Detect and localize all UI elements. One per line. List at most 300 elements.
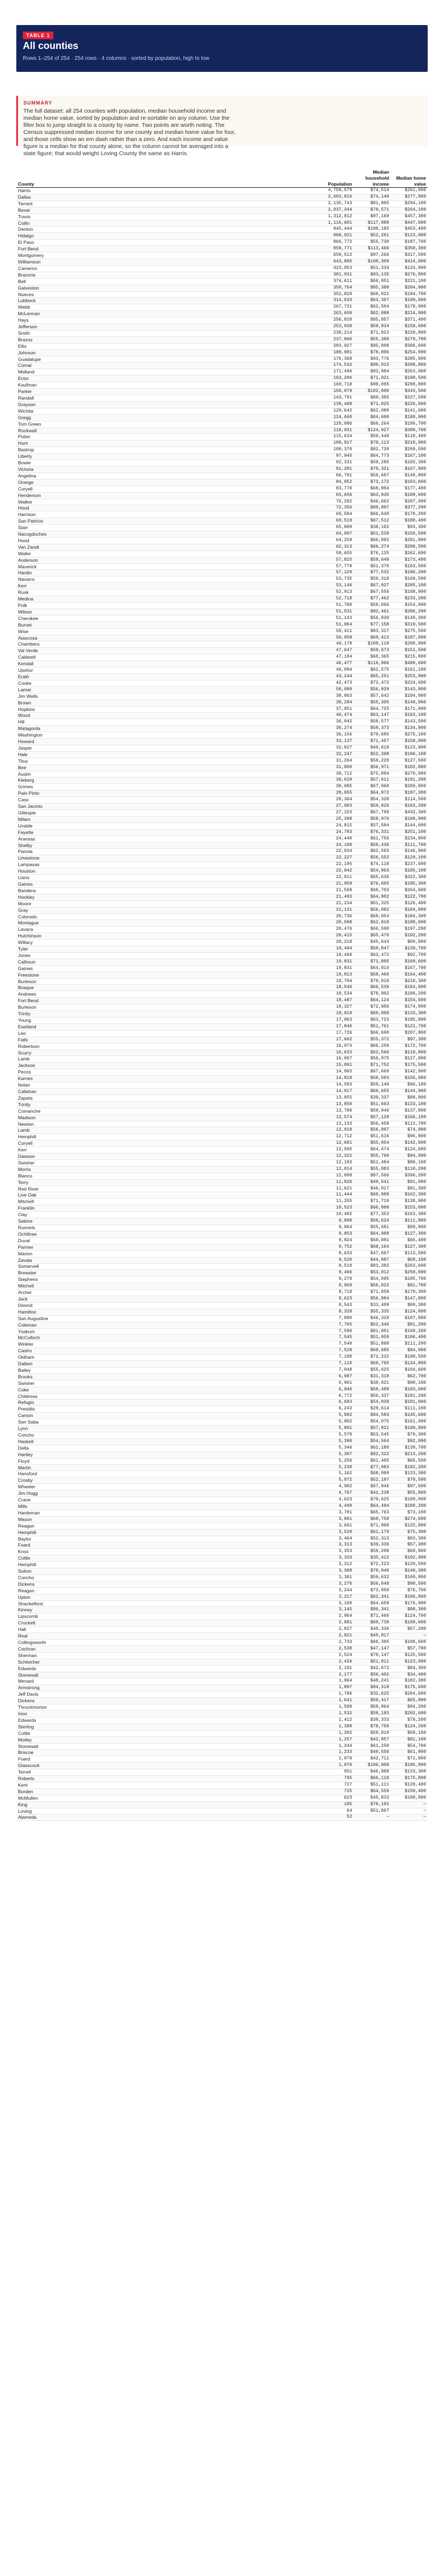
- cell-median-income: $64,972: [354, 790, 391, 797]
- cell-median-home-value: $207,800: [391, 1030, 428, 1036]
- cell-median-income: $59,934: [354, 324, 391, 330]
- cell-median-home-value: $170,300: [391, 1290, 428, 1296]
- cell-median-income: $66,539: [354, 985, 391, 991]
- table-row: [16, 1776, 428, 1782]
- cell-median-income: $46,989: [354, 1769, 391, 1776]
- table-row: [16, 233, 428, 240]
- cell-median-home-value: $227,500: [391, 395, 428, 402]
- cell-population: 350,764: [292, 285, 354, 291]
- cell-population: 256,029: [292, 317, 354, 324]
- cell-county: Hidalgo: [16, 233, 292, 240]
- column-header-county[interactable]: County: [16, 169, 292, 188]
- cell-median-home-value: $264,600: [391, 887, 428, 894]
- cell-county: Ochiltree: [16, 1231, 292, 1237]
- table-row: [16, 842, 428, 849]
- table-subtitle: Rows 1–254 of 254 · 254 rows · 4 columns · sorted by population, high to low: [23, 56, 209, 62]
- cell-population: 17,963: [292, 1017, 354, 1024]
- cell-median-income: $66,051: [354, 278, 391, 285]
- cell-population: 51,531: [292, 609, 354, 615]
- cell-median-income: $62,593: [354, 849, 391, 855]
- cell-population: 9,633: [292, 1250, 354, 1257]
- cell-population: 1,641: [292, 1698, 354, 1704]
- cell-median-income: $58,648: [354, 557, 391, 563]
- table-row: [16, 1017, 428, 1024]
- cell-median-home-value: $396,200: [391, 1173, 428, 1179]
- cell-county: Austin: [16, 771, 292, 777]
- cell-median-income: $50,417: [354, 1698, 391, 1704]
- cell-median-income: $86,341: [354, 1607, 391, 1614]
- table-row: [16, 1335, 428, 1341]
- cell-population: 8,543: [292, 1302, 354, 1309]
- cell-median-income: $67,799: [354, 810, 391, 817]
- cell-county: Newton: [16, 1121, 292, 1127]
- table-row: [16, 1769, 428, 1776]
- cell-median-home-value: $180,400: [391, 518, 428, 525]
- cell-median-home-value: $187,300: [391, 790, 428, 797]
- cell-median-home-value: $200,800: [391, 784, 428, 790]
- cell-county: Morris: [16, 1166, 292, 1173]
- column-header-median-home-value[interactable]: Median home value: [391, 169, 428, 188]
- table-row: [16, 1432, 428, 1439]
- cell-population: 160,718: [292, 382, 354, 389]
- cell-population: 38,294: [292, 700, 354, 706]
- table-row: [16, 940, 428, 946]
- cell-county: Burnet: [16, 622, 292, 628]
- cell-county: Limestone: [16, 855, 292, 862]
- cell-median-home-value: $173,400: [391, 557, 428, 563]
- table-row: [16, 894, 428, 900]
- cell-median-home-value: $76,700: [391, 1587, 428, 1594]
- cell-median-income: $33,409: [354, 1302, 391, 1309]
- cell-population: 21,131: [292, 907, 354, 913]
- cell-median-home-value: $101,000: [391, 1400, 428, 1406]
- cell-county: Howard: [16, 739, 292, 745]
- cell-population: 2,964: [292, 1614, 354, 1620]
- table-row: [16, 603, 428, 609]
- cell-median-income: $56,971: [354, 764, 391, 771]
- cell-median-home-value: $148,800: [391, 473, 428, 479]
- cell-population: 5,256: [292, 1458, 354, 1464]
- cell-median-income: $65,763: [354, 1510, 391, 1516]
- cell-population: 3,353: [292, 1549, 354, 1555]
- cell-median-income: $42,238: [354, 1491, 391, 1497]
- cell-median-income: $32,625: [354, 1691, 391, 1698]
- table-row: [16, 1043, 428, 1050]
- cell-median-home-value: $447,600: [391, 220, 428, 226]
- cell-median-home-value: $250,000: [391, 1270, 428, 1277]
- cell-county: Bexar: [16, 207, 292, 213]
- cell-median-income: $55,388: [354, 336, 391, 343]
- cell-county: Schleicher: [16, 1659, 292, 1665]
- cell-county: Marion: [16, 1250, 292, 1257]
- cell-population: 62,313: [292, 544, 354, 550]
- table-row: [16, 363, 428, 369]
- cell-median-home-value: $69,800: [391, 1549, 428, 1555]
- cell-median-home-value: —: [391, 1814, 428, 1821]
- cell-median-home-value: $110,200: [391, 1166, 428, 1173]
- cell-county: Parmer: [16, 1244, 292, 1250]
- cell-population: 12,919: [292, 1127, 354, 1134]
- cell-population: 2,821: [292, 1633, 354, 1640]
- cell-median-income: $72,472: [354, 680, 391, 686]
- cell-population: 3,276: [292, 1581, 354, 1587]
- cell-population: 7,048: [292, 1367, 354, 1373]
- cell-median-home-value: $264,100: [391, 207, 428, 213]
- cell-population: 22,195: [292, 862, 354, 868]
- cell-county: Erath: [16, 673, 292, 680]
- cell-median-income: $64,659: [354, 1600, 391, 1607]
- cell-median-home-value: $284,900: [391, 285, 428, 291]
- cell-median-home-value: —: [391, 1801, 428, 1808]
- cell-median-income: $60,889: [354, 1192, 391, 1199]
- cell-population: 33,137: [292, 739, 354, 745]
- table-row: [16, 946, 428, 953]
- cell-population: 1,412: [292, 1717, 354, 1724]
- table-row: [16, 1542, 428, 1549]
- cell-median-income: $62,180: [354, 1445, 391, 1451]
- table-row: [16, 1199, 428, 1205]
- cell-median-home-value: $143,800: [391, 686, 428, 693]
- cell-population: 5,390: [292, 1438, 354, 1445]
- cell-median-income: $58,193: [354, 1710, 391, 1717]
- cell-median-income: $42,672: [354, 1665, 391, 1672]
- cell-median-income: $116,966: [354, 661, 391, 667]
- cell-median-home-value: $200,200: [391, 1503, 428, 1510]
- cell-county: Menard: [16, 1678, 292, 1685]
- table-row: [16, 1036, 428, 1043]
- cell-median-income: $58,864: [354, 1704, 391, 1711]
- table-row: [16, 213, 428, 220]
- cell-population: 1,786: [292, 1691, 354, 1698]
- cell-median-home-value: $137,800: [391, 1108, 428, 1114]
- cell-county: Tarrant: [16, 200, 292, 207]
- cell-population: 7,528: [292, 1348, 354, 1354]
- cell-population: 20,218: [292, 940, 354, 946]
- table-row: [16, 719, 428, 726]
- cell-population: 1,532: [292, 1710, 354, 1717]
- cell-population: 24,440: [292, 836, 354, 842]
- cell-median-income: $97,169: [354, 213, 391, 220]
- cell-county: Trinity: [16, 1011, 292, 1017]
- cell-median-income: $77,158: [354, 622, 391, 628]
- table-row: [16, 797, 428, 804]
- cell-population: 12,193: [292, 1160, 354, 1166]
- cell-population: 2,881: [292, 1620, 354, 1627]
- cell-county: Chambers: [16, 641, 292, 648]
- cell-population: 3,333: [292, 1555, 354, 1562]
- cell-county: Hood: [16, 537, 292, 544]
- cell-population: 38,863: [292, 693, 354, 700]
- cell-median-home-value: $144,600: [391, 823, 428, 829]
- cell-population: 37,051: [292, 706, 354, 713]
- cell-median-home-value: $144,900: [391, 1088, 428, 1095]
- cell-county: Dallam: [16, 1361, 292, 1367]
- cell-median-home-value: $80,100: [391, 1160, 428, 1166]
- cell-population: 11,621: [292, 1186, 354, 1192]
- cell-population: 4,902: [292, 1484, 354, 1491]
- cell-population: 2,827: [292, 1627, 354, 1633]
- table-row: [16, 1445, 428, 1451]
- cell-median-income: $64,014: [354, 965, 391, 972]
- cell-population: 6,243: [292, 1406, 354, 1413]
- table-row: [16, 1581, 428, 1587]
- cell-median-home-value: $81,100: [391, 1737, 428, 1743]
- cell-county: Kaufman: [16, 382, 292, 389]
- cell-median-income: $45,833: [354, 1795, 391, 1801]
- cell-county: El Paso: [16, 240, 292, 246]
- table-row: [16, 654, 428, 661]
- cell-median-income: $70,192: [354, 1801, 391, 1808]
- cell-median-income: $50,436: [354, 842, 391, 849]
- table-row: [16, 576, 428, 583]
- cell-median-home-value: $109,000: [391, 1497, 428, 1504]
- cell-population: 5,570: [292, 1432, 354, 1439]
- cell-median-income: $52,281: [354, 233, 391, 240]
- cell-median-home-value: $160,200: [391, 1328, 428, 1335]
- cell-county: Coleman: [16, 1322, 292, 1328]
- cell-median-income: $51,663: [354, 1101, 391, 1108]
- cell-median-income: $63,147: [354, 713, 391, 719]
- cell-median-home-value: $138,900: [391, 1199, 428, 1205]
- table-row: [16, 1393, 428, 1400]
- cell-median-income: $75,894: [354, 771, 391, 777]
- cell-population: 18,487: [292, 998, 354, 1004]
- cell-population: 9,520: [292, 1257, 354, 1264]
- cell-median-income: $93,135: [354, 272, 391, 278]
- cell-median-home-value: $186,200: [391, 991, 428, 998]
- cell-county: Edwards: [16, 1717, 292, 1724]
- cell-median-income: $108,118: [354, 641, 391, 648]
- cell-population: 13,855: [292, 1095, 354, 1101]
- cell-median-income: $63,307: [354, 298, 391, 304]
- cell-median-income: $61,405: [354, 1458, 391, 1464]
- cell-county: Fort Bend: [16, 998, 292, 1004]
- table-row: [16, 648, 428, 654]
- table-row: [16, 512, 428, 518]
- cell-county: Wichita: [16, 408, 292, 414]
- table-row: [16, 1348, 428, 1354]
- table-row: [16, 505, 428, 512]
- cell-median-home-value: $107,800: [391, 1315, 428, 1322]
- table-row: [16, 1147, 428, 1154]
- table-row: [16, 615, 428, 622]
- cell-median-income: $66,021: [354, 291, 391, 298]
- table-row: [16, 1004, 428, 1011]
- cell-county: Hemphill: [16, 1529, 292, 1536]
- cell-county: Mills: [16, 1503, 292, 1510]
- cell-median-home-value: $177,400: [391, 486, 428, 492]
- cell-county: Crockett: [16, 1620, 292, 1627]
- cell-population: 203,927: [292, 343, 354, 349]
- table-row: [16, 1678, 428, 1685]
- cell-median-home-value: $286,200: [391, 609, 428, 615]
- cell-median-home-value: $103,600: [391, 1387, 428, 1393]
- cell-county: Kendall: [16, 661, 292, 667]
- cell-county: Calhoun: [16, 959, 292, 965]
- cell-county: Caldwell: [16, 654, 292, 661]
- cell-median-home-value: $269,500: [391, 447, 428, 453]
- cell-county: Moore: [16, 900, 292, 907]
- cell-median-income: $58,373: [354, 726, 391, 732]
- cell-median-income: $65,251: [354, 673, 391, 680]
- table-row: [16, 265, 428, 272]
- cell-median-home-value: $343,500: [391, 389, 428, 395]
- cell-county: Williamson: [16, 259, 292, 265]
- table-row: [16, 246, 428, 253]
- cell-county: Hutchinson: [16, 933, 292, 940]
- cell-population: 13,850: [292, 1101, 354, 1108]
- cell-county: Fort Bend: [16, 246, 292, 253]
- cell-median-home-value: $209,500: [391, 544, 428, 550]
- table-header-banner: [16, 25, 428, 72]
- cell-median-home-value: $125,500: [391, 1652, 428, 1659]
- cell-population: 64,259: [292, 537, 354, 544]
- cell-county: Colorado: [16, 913, 292, 920]
- table-row: [16, 343, 428, 349]
- table-row: [16, 1380, 428, 1387]
- cell-population: 643,885: [292, 259, 354, 265]
- cell-county: Bosque: [16, 985, 292, 991]
- cell-median-home-value: $234,800: [391, 836, 428, 842]
- cell-county: Wise: [16, 628, 292, 635]
- cell-population: 3,169: [292, 1600, 354, 1607]
- cell-median-home-value: $97,300: [391, 1036, 428, 1043]
- cell-population: 51,064: [292, 622, 354, 628]
- cell-median-income: $74,118: [354, 862, 391, 868]
- cell-population: 30,712: [292, 771, 354, 777]
- cell-county: Armstrong: [16, 1685, 292, 1691]
- table-row: [16, 324, 428, 330]
- cell-median-income: $62,566: [354, 1050, 391, 1056]
- table-row: [16, 479, 428, 486]
- cell-median-income: $70,810: [354, 978, 391, 985]
- cell-median-income: $50,489: [354, 1387, 391, 1393]
- cell-population: 1,398: [292, 1724, 354, 1730]
- cell-population: 10,402: [292, 1212, 354, 1218]
- cell-median-income: $70,113: [354, 440, 391, 447]
- cell-median-income: $59,926: [354, 804, 391, 810]
- cell-median-home-value: $94,900: [391, 1154, 428, 1160]
- cell-population: 1,312,812: [292, 213, 354, 220]
- cell-median-home-value: $294,100: [391, 200, 428, 207]
- cell-median-home-value: $262,600: [391, 550, 428, 557]
- cell-population: 3,244: [292, 1587, 354, 1594]
- cell-median-home-value: $210,300: [391, 978, 428, 985]
- cell-county: Brown: [16, 700, 292, 706]
- cell-county: Jeff Davis: [16, 1691, 292, 1698]
- cell-median-income: $58,066: [354, 603, 391, 609]
- cell-county: Delta: [16, 1445, 292, 1451]
- cell-median-home-value: $194,700: [391, 291, 428, 298]
- table-row: [16, 673, 428, 680]
- cell-median-income: $35,412: [354, 1555, 391, 1562]
- cell-median-income: $51,484: [354, 1160, 391, 1166]
- cell-median-home-value: $175,600: [391, 1685, 428, 1691]
- county-table-container: [16, 169, 428, 1821]
- cell-median-home-value: $113,500: [391, 1250, 428, 1257]
- column-header-median-income[interactable]: Median household income: [354, 169, 391, 188]
- cell-median-home-value: $90,500: [391, 1581, 428, 1587]
- cell-median-income: $50,081: [354, 1237, 391, 1244]
- cell-median-home-value: $120,400: [391, 1782, 428, 1788]
- cell-median-income: $64,600: [354, 414, 391, 421]
- cell-population: 1,116,601: [292, 220, 354, 226]
- cell-median-home-value: $214,000: [391, 311, 428, 317]
- cell-median-income: $54,075: [354, 1419, 391, 1426]
- cell-median-income: $49,541: [354, 1179, 391, 1186]
- cell-county: Trinity: [16, 1101, 292, 1108]
- cell-median-income: $56,648: [354, 1581, 391, 1587]
- cell-median-home-value: $55,800: [391, 1491, 428, 1497]
- cell-county: Cooke: [16, 680, 292, 686]
- cell-median-home-value: $167,900: [391, 466, 428, 473]
- table-row: [16, 1614, 428, 1620]
- cell-population: 7,765: [292, 1322, 354, 1328]
- cell-median-income: $60,685: [354, 1348, 391, 1354]
- cell-median-income: $85,388: [354, 285, 391, 291]
- table-row: [16, 1063, 428, 1069]
- cell-population: 19,831: [292, 965, 354, 972]
- cell-population: 91,281: [292, 466, 354, 473]
- cell-median-income: $70,321: [354, 466, 391, 473]
- cell-population: 7,545: [292, 1335, 354, 1341]
- cell-median-home-value: $124,200: [391, 1724, 428, 1730]
- cell-median-income: $39,336: [354, 1542, 391, 1549]
- cell-county: Titus: [16, 758, 292, 764]
- cell-population: 6,772: [292, 1393, 354, 1400]
- cell-median-home-value: $101,200: [391, 777, 428, 784]
- table-row: [16, 1413, 428, 1419]
- cell-median-home-value: $61,900: [391, 1750, 428, 1756]
- cell-median-income: $81,001: [354, 1328, 391, 1335]
- cell-population: 31,000: [292, 764, 354, 771]
- table-row: [16, 1717, 428, 1724]
- cell-population: 188,001: [292, 349, 354, 356]
- table-row: [16, 1587, 428, 1594]
- table-row: [16, 1607, 428, 1614]
- cell-median-home-value: $187,700: [391, 240, 428, 246]
- cell-county: Brewster: [16, 1270, 292, 1277]
- cell-county: Stonewall: [16, 1743, 292, 1750]
- table-row: [16, 1277, 428, 1283]
- cell-county: Hamilton: [16, 1309, 292, 1315]
- cell-median-home-value: $274,600: [391, 1516, 428, 1523]
- cell-median-home-value: $123,900: [391, 745, 428, 751]
- cell-county: Kinney: [16, 1607, 292, 1614]
- table-row: [16, 933, 428, 940]
- cell-median-home-value: $109,800: [391, 1574, 428, 1581]
- cell-median-income: $70,685: [354, 732, 391, 739]
- cell-median-income: $72,223: [354, 1562, 391, 1568]
- cell-median-home-value: $480,600: [391, 661, 428, 667]
- cell-median-income: $64,124: [354, 998, 391, 1004]
- cell-county: Harrison: [16, 512, 292, 518]
- cell-county: Childress: [16, 1393, 292, 1400]
- cell-median-home-value: $377,200: [391, 505, 428, 512]
- cell-population: 64,897: [292, 531, 354, 538]
- table-row: [16, 1361, 428, 1367]
- cell-county: Comal: [16, 363, 292, 369]
- column-header-population[interactable]: Population: [292, 169, 354, 188]
- table-row: [16, 1814, 428, 1821]
- table-row: [16, 1328, 428, 1335]
- table-row: [16, 667, 428, 674]
- cell-population: 4,767: [292, 1491, 354, 1497]
- cell-county: Somervell: [16, 1264, 292, 1270]
- table-row: [16, 1225, 428, 1231]
- table-row: [16, 1477, 428, 1484]
- cell-median-income: $63,723: [354, 1017, 391, 1024]
